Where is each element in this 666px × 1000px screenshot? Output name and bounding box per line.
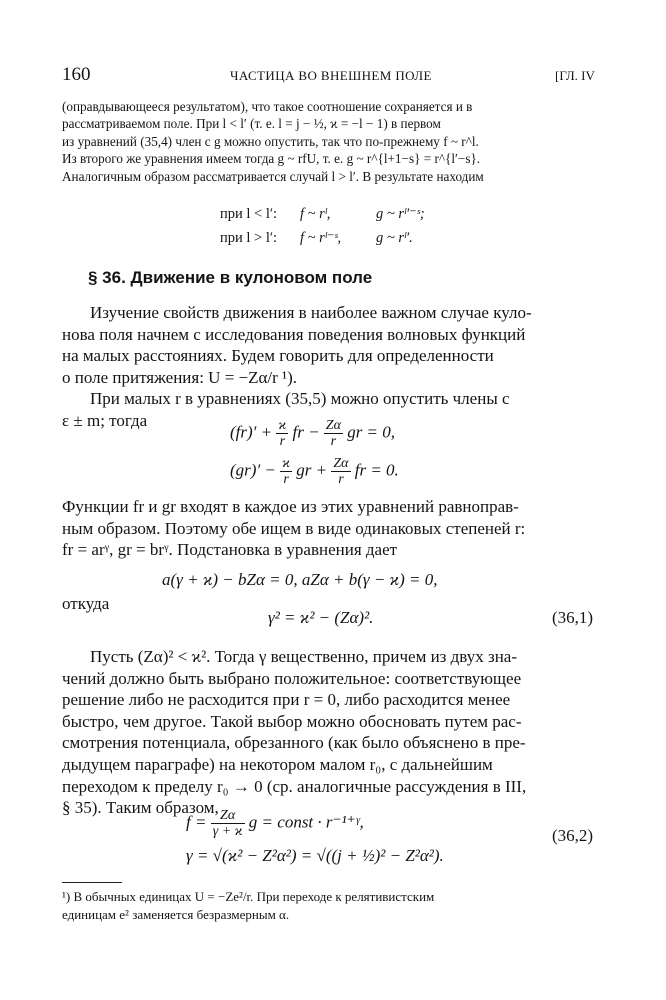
page-number: 160 xyxy=(62,64,91,85)
para-line: смотрения потенциала, обрезанного (как было объяснено в пре- xyxy=(62,733,526,753)
para-line: fr = arᵞ, gr = brᵞ. Подстановка в уравнения дает xyxy=(62,540,398,560)
equation-number: (36,1) xyxy=(552,608,594,627)
case-condition: при l > l′: xyxy=(220,230,278,246)
substitution-paragraph xyxy=(62,496,602,561)
para-line: чений должно быть выбрано положительное: соответствующее xyxy=(62,668,522,688)
case-f: f ~ rˡ, xyxy=(300,206,331,222)
para-line: нова поля начнем с исследования поведения волновых функций xyxy=(62,324,526,344)
top-text-line: из уравнений (35,4) член с g можно опустить, так что по-прежнему f ~ r^l. xyxy=(62,133,479,149)
equation-f: γ = √(ϰ² − Z²α²) = √((j + ½)² − Z²α²). xyxy=(186,846,444,865)
chapter-label: [ГЛ. IV xyxy=(555,68,595,83)
top-text-line: Из второго же уравнения имеем тогда g ~ rfU, т. е. g ~ r^{l+1−s} = r^{l′−s}. xyxy=(62,151,481,167)
footnote-rule xyxy=(62,882,122,883)
word-otkuda: откуда xyxy=(62,594,110,613)
equation-d: γ² = ϰ² − (Zα)². xyxy=(268,608,374,627)
section-title: § 36. Движение в кулоновом поле xyxy=(88,268,373,287)
top-text-line: (оправдывающееся результатом), что такое соотношение сохраняется и в xyxy=(62,99,473,114)
top-text-line: рассматриваемом поле. При l < l′ (т. е. l = j − ½, ϰ = −l − 1) в первом xyxy=(62,116,441,132)
para-line: Пусть (Zα)² < ϰ². Тогда γ вещественно, причем из двух зна- xyxy=(90,647,518,666)
equation-e: f = $\frac{Z\alpha}{\gamma + ϰ}$ g = const · r⁻¹⁺ᵞ, xyxy=(186,808,364,839)
para-line: быстро, чем другое. Такой выбор можно обосновать путем рас- xyxy=(62,711,522,731)
para-line: ным образом. Поэтому обе ищем в виде одинаковых степеней r: xyxy=(62,518,526,538)
para-line: переходом к пределу r₀ → 0 (ср. аналогичные рассуждения в III, xyxy=(62,776,527,796)
para-line: ε ± m; тогда xyxy=(62,410,148,430)
footnote xyxy=(62,888,602,924)
case-g: g ~ rˡ′⁻ˢ; xyxy=(376,206,425,222)
intro-paragraph xyxy=(62,302,602,432)
case-f: f ~ rˡ⁻ˢ, xyxy=(300,230,342,246)
para-line: § 35). Таким образом, xyxy=(62,798,219,818)
case-g: g ~ rˡ′. xyxy=(376,230,413,246)
main-paragraph xyxy=(62,646,602,819)
para-line: решение либо не расходится при r = 0, либо расходится менее xyxy=(62,690,511,710)
footnote-line: единицам e² заменяется безразмерным α. xyxy=(62,907,290,922)
top-text-line: Аналогичным образом рассматривается случай l > l′. В результате находим xyxy=(62,168,484,184)
equation-c: a(γ + ϰ) − bZα = 0, aZα + b(γ − ϰ) = 0, xyxy=(162,570,438,589)
para-line: о поле притяжения: U = −Zα/r ¹). xyxy=(62,367,298,387)
equation-a: (fr)′ + $\frac{ϰ}{r}$ fr − $\frac{Z\alpha}{r}$ gr = 0, xyxy=(230,418,396,449)
para-line: на малых расстояниях. Будем говорить для определенности xyxy=(62,346,494,366)
para-line: Функции fr и gr входят в каждое из этих уравнений равноправ- xyxy=(62,497,519,516)
para-line: При малых r в уравнениях (35,5) можно опустить члены с xyxy=(90,389,510,409)
para-line: дыдущем параграфе) на некотором малом r₀, с дальнейшим xyxy=(62,754,493,774)
running-title: ЧАСТИЦА ВО ВНЕШНЕМ ПОЛЕ xyxy=(230,68,432,83)
top-paragraph xyxy=(62,98,602,185)
equation-b: (gr)′ − $\frac{ϰ}{r}$ gr + $\frac{Z\alpha}{r}$ fr = 0. xyxy=(230,456,399,487)
equation-number: (36,2) xyxy=(552,826,594,845)
case-condition: при l < l′: xyxy=(220,206,278,222)
para-line: Изучение свойств движения в наиболее важном случае куло- xyxy=(90,303,532,322)
footnote-line: ¹) В обычных единицах U = −Ze²/r. При переходе к релятивистским xyxy=(62,889,435,904)
